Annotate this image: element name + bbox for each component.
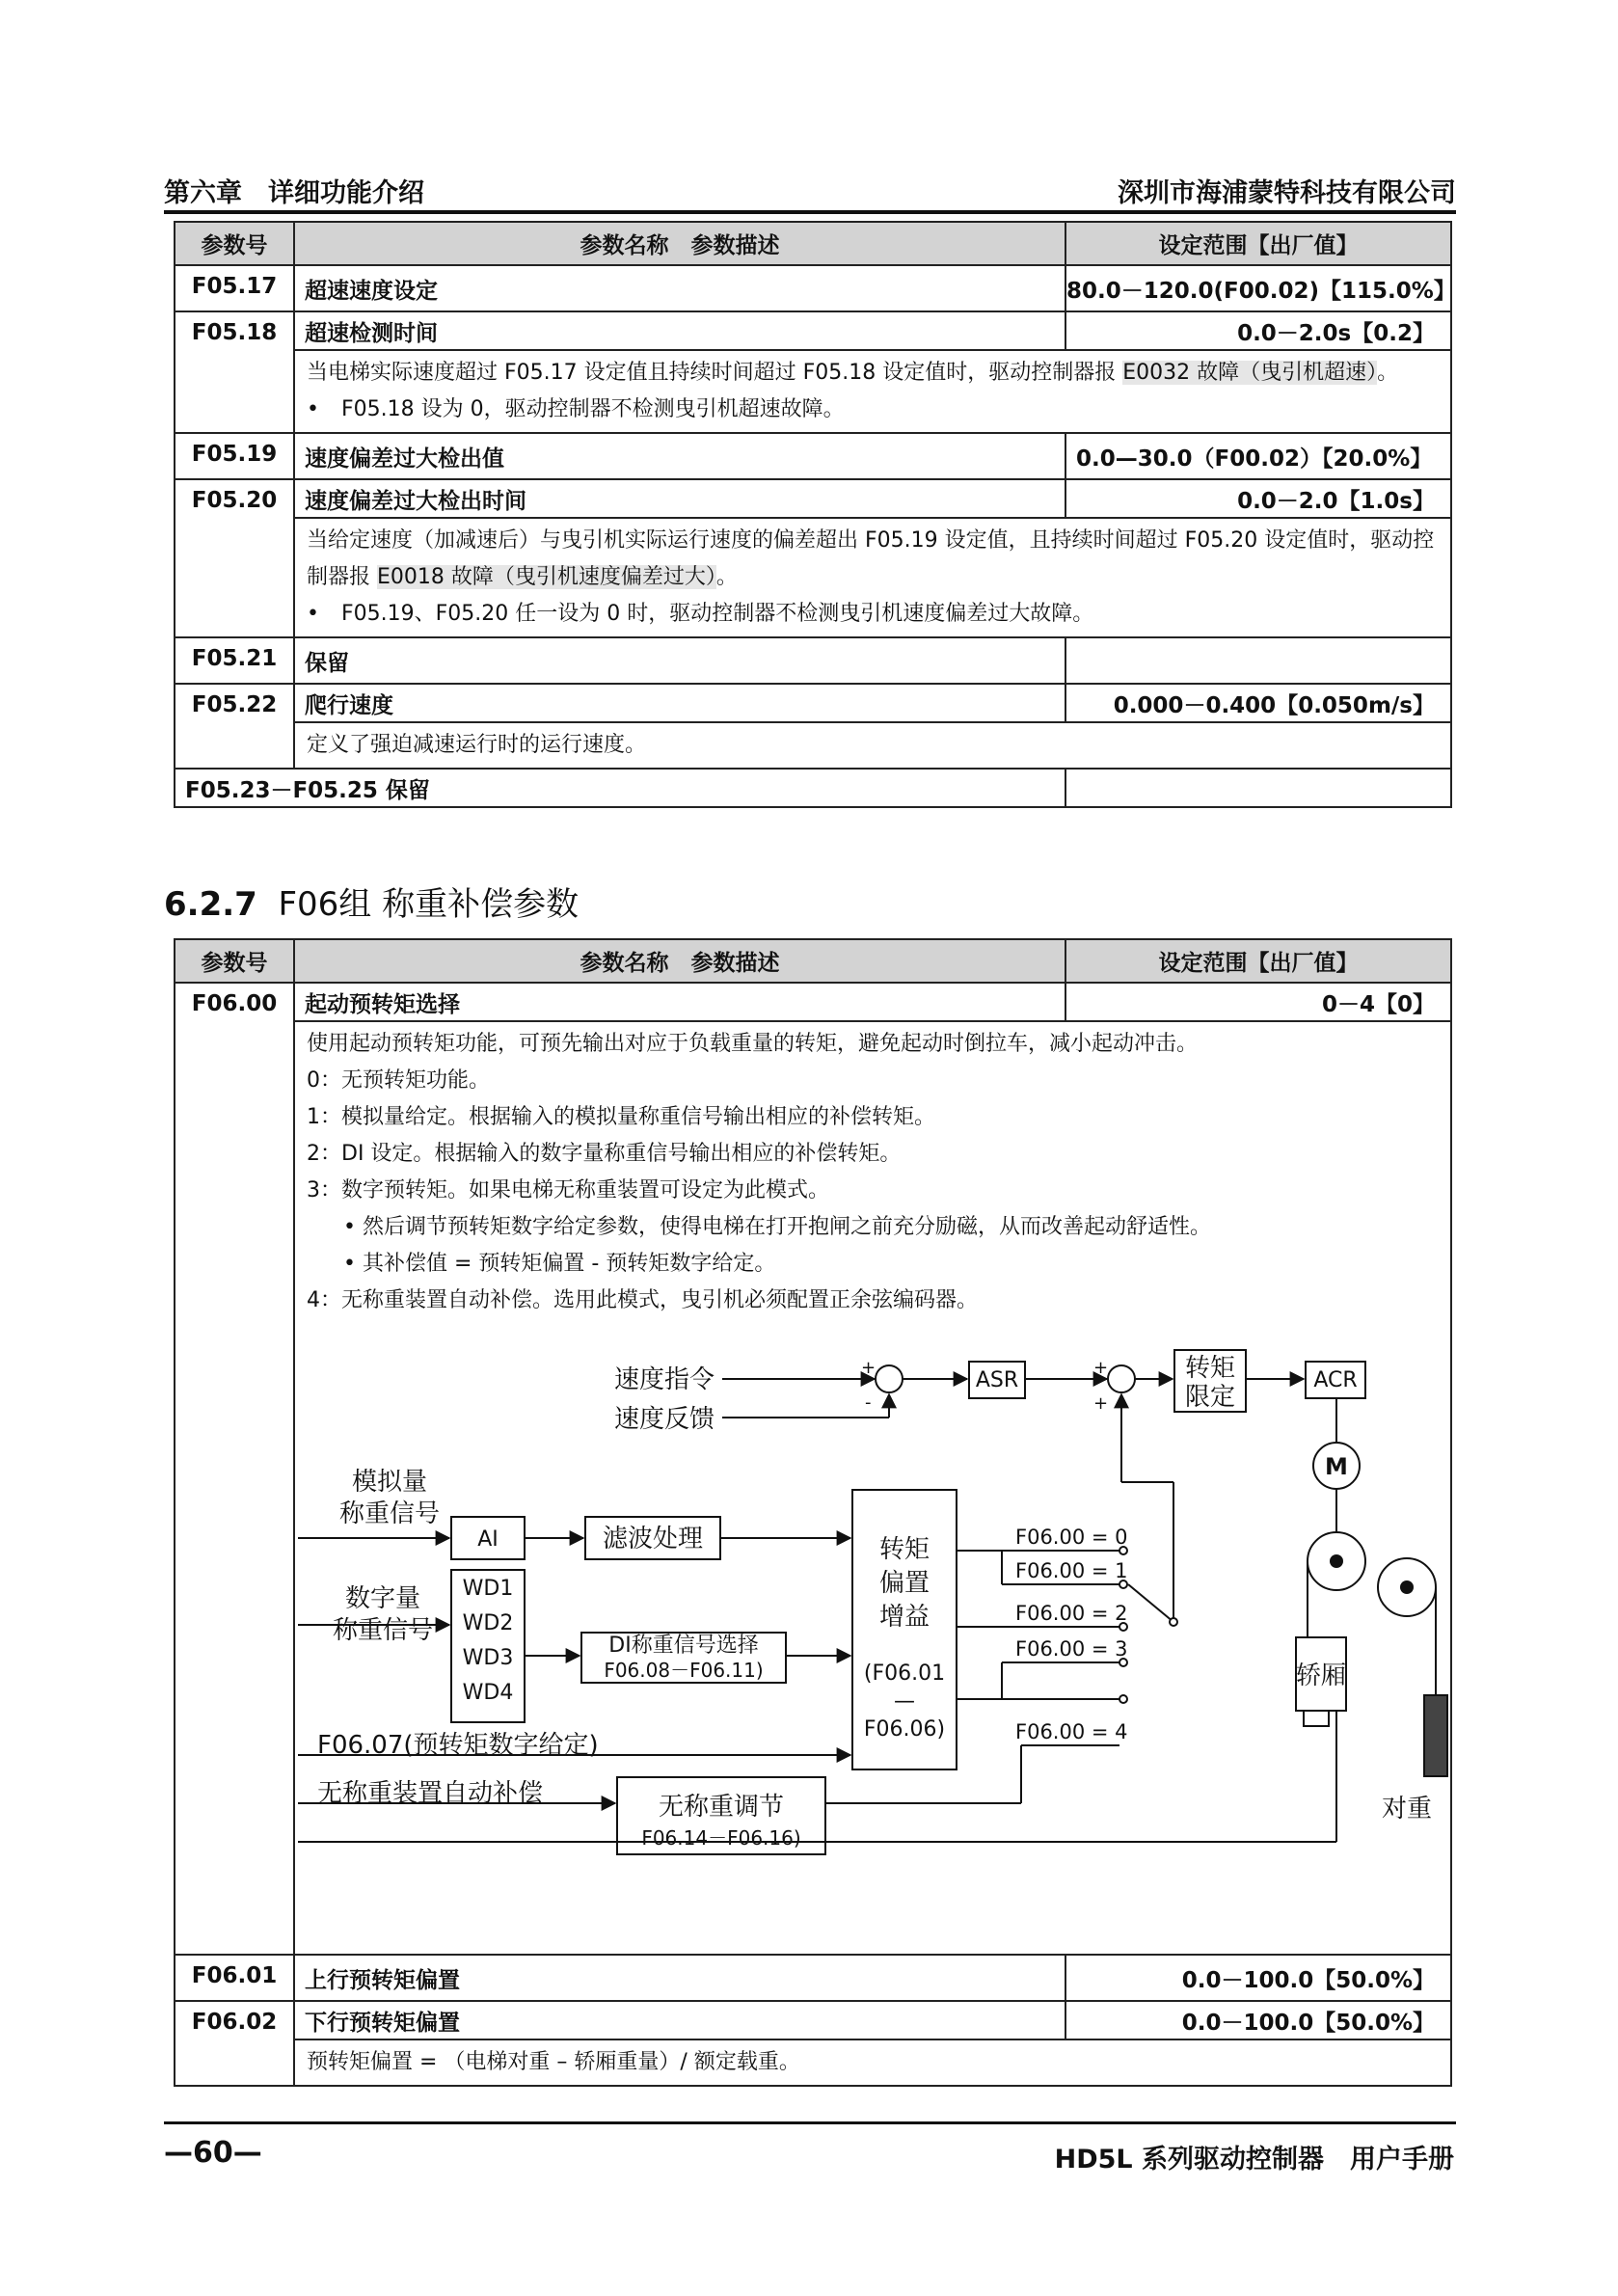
param-description: 定义了强迫减速运行时的运行速度。: [294, 722, 1451, 769]
chapter-title: 第六章 详细功能介绍: [164, 178, 424, 208]
di-select-block-label: DI称重信号选择: [608, 1634, 759, 1658]
col-header-code: 参数号: [175, 939, 294, 983]
description-line: 使用起动预转矩功能，可预先输出对应于负载重量的转矩，避免起动时倒拉车，减小起动冲击。: [307, 1032, 1199, 1056]
param-range: 0.0－100.0【50.0%】: [1065, 2001, 1451, 2039]
param-range: 0.0－100.0【50.0%】: [1065, 1955, 1451, 2001]
bullet-note: • F05.18 设为 0，驱动控制器不检测曳引机超速故障。: [307, 392, 1439, 428]
table-header-row: [175, 939, 1451, 983]
fault-code-highlight: E0032 故障（曳引机超速）: [1122, 361, 1378, 385]
wd-input-label: WD4: [462, 1681, 514, 1705]
digital-weighing-label: 数字量: [344, 1584, 421, 1613]
param-code: F05.19: [175, 433, 294, 479]
param-name: 起动预转矩选择: [294, 983, 1065, 1021]
description-line: 1：模拟量给定。根据输入的模拟量称重信号输出相应的补偿转矩。: [307, 1105, 935, 1129]
param-code: F06.02: [175, 2001, 294, 2086]
param-range: 0.0－2.0【1.0s】: [1065, 479, 1451, 518]
switch-position-label: F06.00 = 3: [1015, 1637, 1128, 1661]
gain-block-label: 转矩: [878, 1535, 930, 1564]
param-description: [294, 350, 1451, 433]
param-code: F05.22: [175, 684, 294, 769]
car-label: 轿厢: [1295, 1661, 1347, 1690]
param-range: 0－4【0】: [1065, 983, 1451, 1021]
wd-input-label: WD1: [462, 1577, 514, 1601]
di-select-block-label: F06.08－F06.11): [604, 1659, 764, 1682]
param-name: 爬行速度: [294, 684, 1065, 722]
table-row: [175, 2039, 1451, 2086]
switch-position-label: F06.00 = 0: [1015, 1526, 1128, 1549]
wd-input-label: WD2: [462, 1611, 514, 1635]
section-number: 6.2.7: [164, 885, 257, 924]
gain-block-label: F06.06): [863, 1717, 946, 1742]
table-row: [175, 479, 1451, 518]
table-row: [175, 311, 1451, 350]
section-title: F06组 称重补偿参数: [278, 885, 580, 924]
plus-sign: +: [1093, 1393, 1109, 1414]
filter-block-label: 滤波处理: [602, 1525, 704, 1553]
param-range: 0.000－0.400【0.050m/s】: [1065, 684, 1451, 722]
param-code: F05.21: [175, 637, 294, 684]
analog-weighing-label: 称重信号: [338, 1499, 441, 1528]
col-header-name: 参数名称 参数描述: [294, 939, 1065, 983]
switch-position-label: F06.00 = 4: [1015, 1720, 1128, 1743]
param-name: 上行预转矩偏置: [294, 1955, 1065, 2001]
param-range: 80.0－120.0(F00.02)【115.0%】: [1065, 265, 1451, 311]
sub-bullet: • 其补偿值 = 预转矩偏置 - 预转矩数字给定。: [307, 1246, 1439, 1283]
analog-weighing-label: 模拟量: [351, 1468, 428, 1497]
col-header-range: 设定范围【出厂值】: [1065, 939, 1451, 983]
col-header-code: 参数号: [175, 222, 294, 265]
gain-block-label: —: [894, 1689, 915, 1714]
param-name: 速度偏差过大检出值: [294, 433, 1065, 479]
bullet-note: • F05.19、F05.20 任一设为 0 时，驱动控制器不检测曳引机速度偏差过大故障。: [307, 596, 1439, 633]
param-range: 0.0－2.0s【0.2】: [1065, 311, 1451, 350]
digital-weighing-label: 称重信号: [332, 1616, 434, 1645]
minus-sign: -: [865, 1392, 872, 1413]
gain-block-label: 偏置: [878, 1569, 930, 1598]
gain-block-label: 增益: [878, 1603, 930, 1632]
col-header-name: 参数名称 参数描述: [294, 222, 1065, 265]
table-row: [175, 265, 1451, 311]
description-line: 2：DI 设定。根据输入的数字量称重信号输出相应的补偿转矩。: [307, 1142, 902, 1166]
header-rule: [164, 210, 1456, 214]
gain-block-label: (F06.01: [863, 1661, 946, 1686]
param-name: 超速检测时间: [294, 311, 1065, 350]
torque-limit-label: 转矩: [1184, 1354, 1236, 1383]
counterweight-label: 对重: [1381, 1795, 1433, 1823]
f0607-digital-preset-label: F06.07(预转矩数字给定): [317, 1731, 599, 1760]
speed-command-label: 速度指令: [613, 1365, 715, 1394]
param-description: [294, 518, 1451, 637]
description-line: 0：无预转矩功能。: [307, 1068, 490, 1093]
section-heading: [164, 878, 579, 925]
page-number: —60—: [164, 2136, 262, 2170]
param-description: 预转矩偏置 = （电梯对重 – 轿厢重量）/ 额定载重。: [294, 2039, 1451, 2086]
description-text: 当给定速度（加减速后）与曳引机实际运行速度的偏差超出 F05.19 设定值，且持续时间超过 F05.20 设定值时，驱动控制器报 E0018 故障（曳引机速度偏差过大）。: [307, 528, 1435, 589]
param-code: F06.01: [175, 1955, 294, 2001]
param-code: F06.00: [175, 983, 294, 1955]
torque-limit-label: 限定: [1184, 1383, 1236, 1412]
plus-sign: +: [861, 1358, 876, 1378]
f05-param-table: [174, 221, 1456, 808]
sub-bullet: • 然后调节预转矩数字给定参数，使得电梯在打开抱闸之前充分励磁，从而改善起动舒适性。: [307, 1209, 1439, 1246]
col-header-range: 设定范围【出厂值】: [1065, 222, 1451, 265]
no-weighing-block-label: 无称重调节: [658, 1793, 785, 1822]
table-row: [175, 1955, 1451, 2001]
footer-rule: [164, 2121, 1456, 2124]
table-row: [175, 2001, 1451, 2039]
acr-block-label: ACR: [1313, 1368, 1358, 1392]
weighing-compensation-diagram: [298, 1340, 1455, 1909]
table-header-row: [175, 222, 1451, 265]
table-row: [175, 983, 1451, 1021]
param-code: F05.18: [175, 311, 294, 433]
fault-code-highlight: E0018 故障（曳引机速度偏差过大）: [377, 565, 716, 589]
param-name: 速度偏差过大检出时间: [294, 479, 1065, 518]
table-row: [175, 518, 1451, 637]
company-name: 深圳市海浦蒙特科技有限公司: [1118, 178, 1456, 208]
auto-compensation-label: 无称重装置自动补偿: [317, 1779, 544, 1808]
table-row: [175, 684, 1451, 722]
param-code: F05.20: [175, 479, 294, 637]
param-reserved-range: F05.23－F05.25 保留: [175, 769, 1065, 807]
param-range: [1065, 769, 1451, 807]
param-name: 下行预转矩偏置: [294, 2001, 1065, 2039]
manual-title: HD5L 系列驱动控制器 用户手册: [1054, 2145, 1454, 2174]
switch-position-label: F06.00 = 1: [1015, 1559, 1128, 1582]
table-row: [175, 637, 1451, 684]
table-row: [175, 433, 1451, 479]
table-row: [175, 350, 1451, 433]
description-text: 当电梯实际速度超过 F05.17 设定值且持续时间超过 F05.18 设定值时，驱动控制器报 E0032 故障（曳引机超速）。: [307, 361, 1399, 385]
plus-sign: +: [1093, 1358, 1109, 1378]
no-weighing-block-label: F06.14－F06.16): [641, 1826, 801, 1850]
description-line: 3：数字预转矩。如果电梯无称重装置可设定为此模式。: [307, 1178, 829, 1202]
param-range: 0.0—30.0（F00.02）【20.0%】: [1065, 433, 1451, 479]
wd-input-label: WD3: [462, 1646, 514, 1670]
table-row: [175, 722, 1451, 769]
ai-block-label: AI: [477, 1527, 499, 1552]
table-row: [175, 769, 1451, 807]
motor-label: M: [1325, 1453, 1348, 1480]
param-name: 超速速度设定: [294, 265, 1065, 311]
switch-position-label: F06.00 = 2: [1015, 1602, 1128, 1625]
speed-feedback-label: 速度反馈: [613, 1405, 715, 1434]
description-line: 4：无称重装置自动补偿。选用此模式，曳引机必须配置正余弦编码器。: [307, 1288, 978, 1312]
param-code: F05.17: [175, 265, 294, 311]
param-name: 保留: [294, 637, 1065, 684]
param-range: [1065, 637, 1451, 684]
asr-block-label: ASR: [975, 1368, 1019, 1392]
